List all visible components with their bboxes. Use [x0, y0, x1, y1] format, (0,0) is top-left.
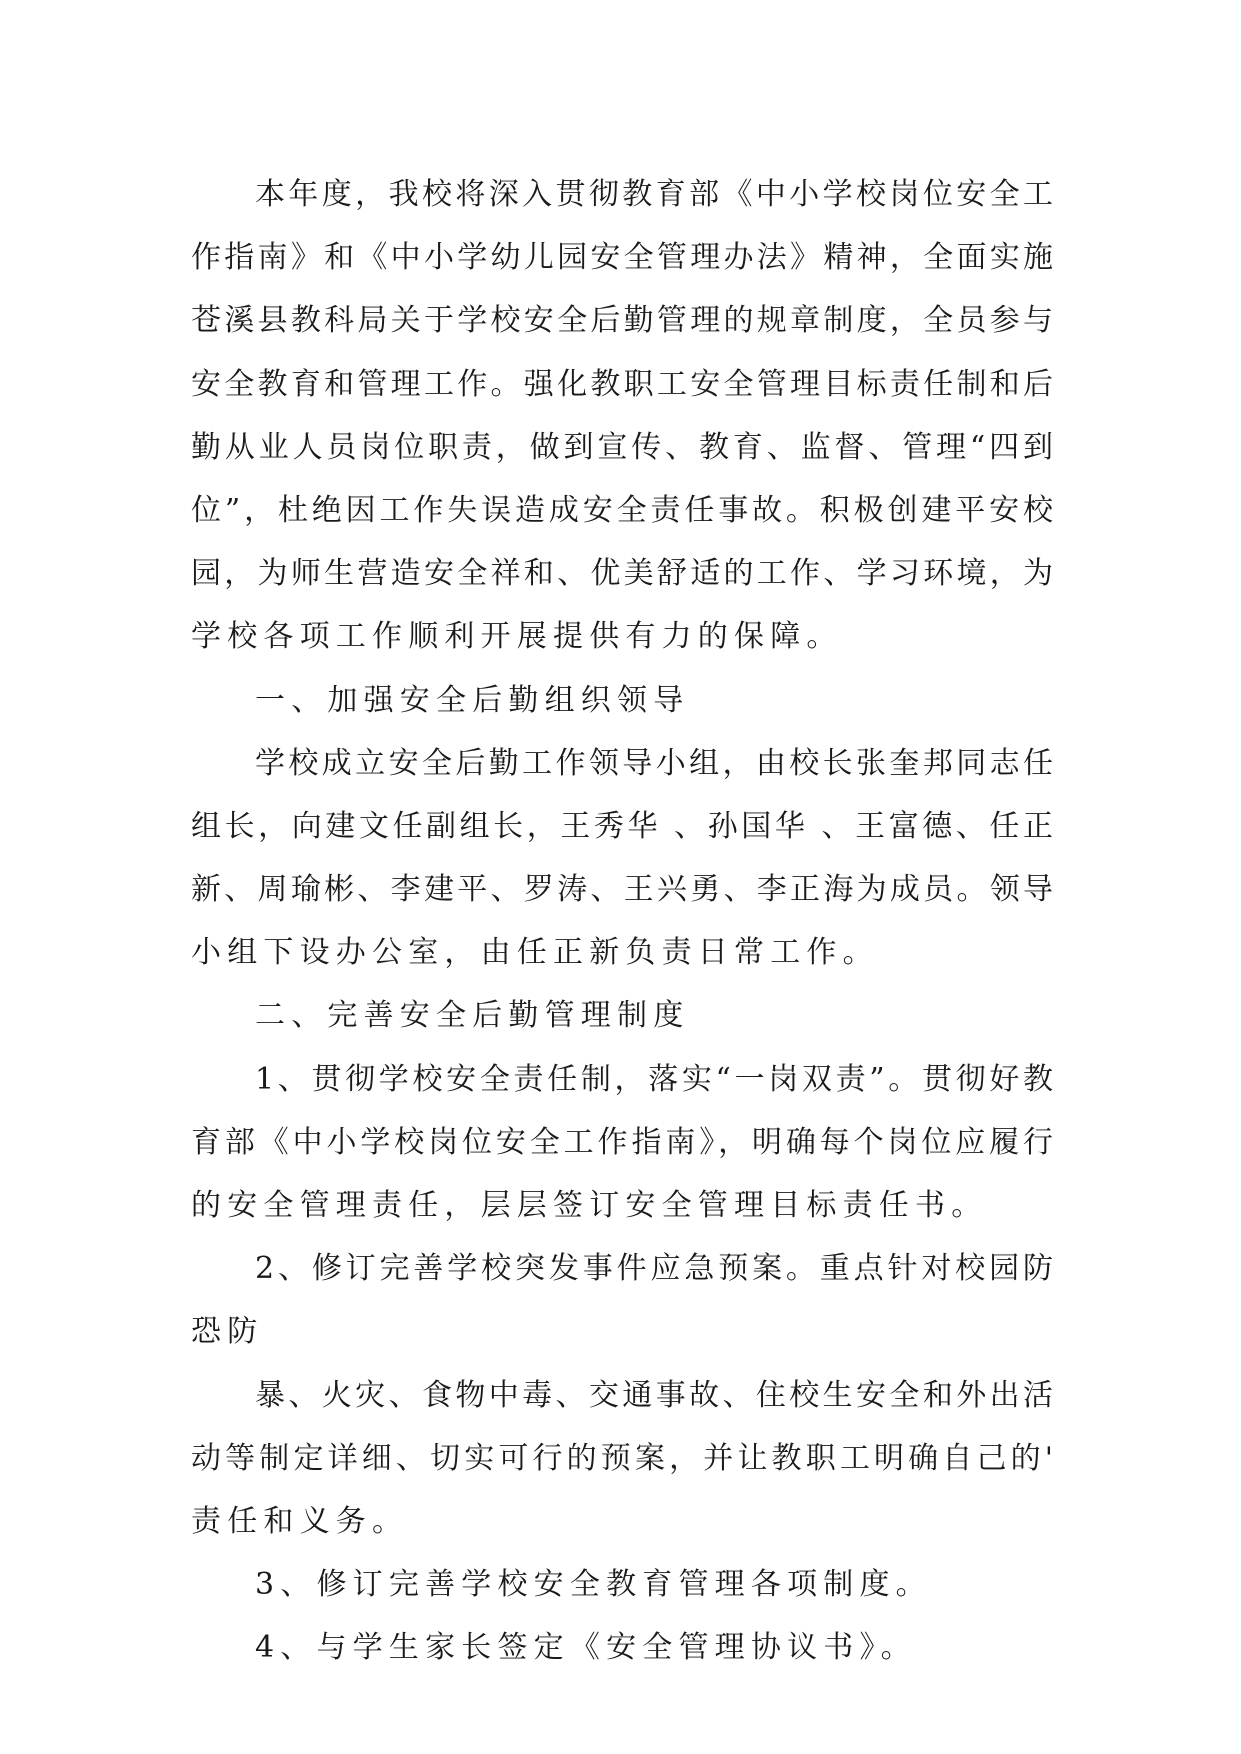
text-line: 学校各项工作顺利开展提供有力的保障。	[191, 619, 843, 655]
text-line: 学校成立安全后勤工作领导小组，由校长张奎邦同志任	[255, 745, 1053, 781]
section-heading: 一、加强安全后勤组织领导	[255, 682, 690, 718]
text-line: 新、周瑜彬、李建平、罗涛、王兴勇、李正海为成员。领导	[191, 872, 1053, 908]
text-line: 组长，向建文任副组长，王秀华 、孙国华 、王富德、任正	[191, 808, 1053, 844]
text-line: 3、修订完善学校安全教育管理各项制度。	[255, 1567, 932, 1603]
text-line: 动等制定详细、切实可行的预案，并让教职工明确自己的'	[191, 1440, 1053, 1476]
text-line: 恐防	[191, 1314, 264, 1350]
text-line: 小组下设办公室，由任正新负责日常工作。	[191, 935, 879, 971]
text-line: 育部《中小学校岗位安全工作指南》，明确每个岗位应履行	[191, 1124, 1053, 1160]
text-line: 暴、火灾、食物中毒、交通事故、住校生安全和外出活	[255, 1377, 1053, 1413]
text-line: 园，为师生营造安全祥和、优美舒适的工作、学习环境，为	[191, 556, 1053, 592]
text-line: 责任和义务。	[191, 1503, 409, 1539]
section-heading: 二、完善安全后勤管理制度	[255, 998, 690, 1034]
text-line: 1、贯彻学校安全责任制，落实“一岗双责”。贯彻好教	[255, 1061, 1053, 1097]
text-line: 4、与学生家长签定《安全管理协议书》。	[255, 1630, 917, 1666]
text-line: 本年度，我校将深入贯彻教育部《中小学校岗位安全工	[255, 177, 1053, 212]
text-line: 安全教育和管理工作。强化教职工安全管理目标责任制和后	[191, 366, 1053, 402]
text-line: 作指南》和《中小学幼儿园安全管理办法》精神，全面实施	[191, 240, 1053, 276]
text-line: 苍溪县教科局关于学校安全后勤管理的规章制度，全员参与	[191, 303, 1053, 339]
text-line: 2、修订完善学校突发事件应急预案。重点针对校园防	[255, 1251, 1053, 1287]
text-line: 勤从业人员岗位职责，做到宣传、教育、监督、管理“四到	[191, 429, 1053, 465]
document-body	[191, 163, 1053, 1680]
text-line: 的安全管理责任，层层签订安全管理目标责任书。	[191, 1188, 988, 1223]
text-line: 位”，杜绝因工作失误造成安全责任事故。积极创建平安校	[191, 492, 1053, 528]
